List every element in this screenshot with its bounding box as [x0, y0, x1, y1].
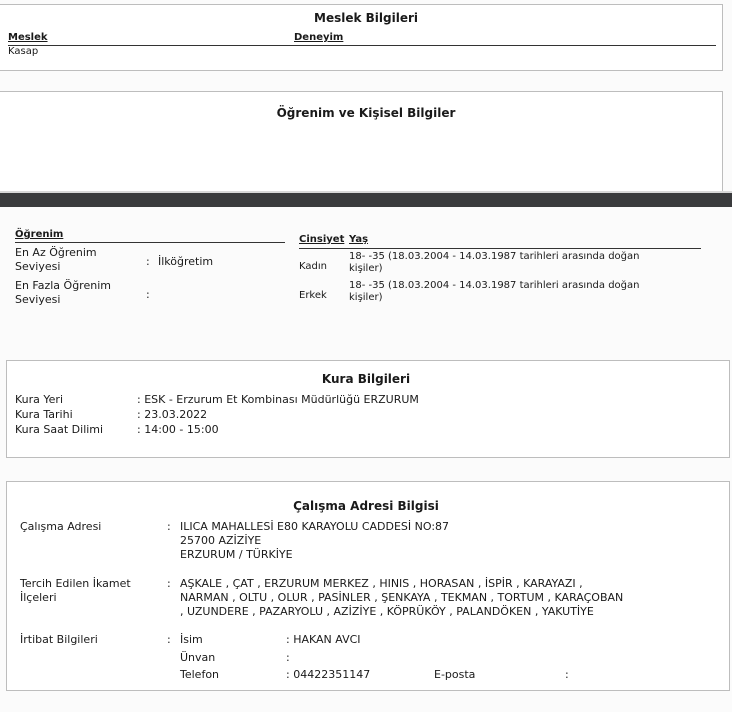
age-range-kadin-line1: 18- -35 (18.03.2004 - 14.03.1987 tarihleri arasında doğan — [349, 251, 640, 262]
gender-kadin: Kadın — [299, 261, 327, 272]
irtibat-label: İrtibat Bilgileri — [20, 633, 98, 646]
en-az-ogrenim-label-line2: Seviyesi — [15, 260, 61, 273]
cinsiyet-header-rule — [299, 248, 701, 249]
kura-yeri-value: : ESK - Erzurum Et Kombinası Müdürlüğü ERZURUM — [137, 393, 419, 406]
telefon-label: Telefon — [180, 668, 220, 681]
cinsiyet-column-header: Cinsiyet — [299, 234, 345, 245]
ogrenim-kisisel-title: Öğrenim ve Kişisel Bilgiler — [276, 106, 456, 120]
adres-line-3: ERZURUM / TÜRKİYE — [180, 548, 293, 561]
yas-column-header: Yaş — [349, 234, 369, 245]
age-range-erkek-line1: 18- -35 (18.03.2004 - 14.03.1987 tarihleri arasında doğan — [349, 280, 640, 291]
calisma-adresi-value — [180, 520, 449, 562]
tercih-ilceler-label-line1: Tercih Edilen İkamet — [20, 577, 131, 590]
unvan-label: Ünvan — [180, 651, 216, 664]
ilceler-line-1: AŞKALE , ÇAT , ERZURUM MERKEZ , HINIS , HORASAN , İSPİR , KARAYAZI , — [180, 577, 583, 590]
kura-tarihi-value: : 23.03.2022 — [137, 408, 208, 421]
tercih-ilceler-label — [20, 577, 131, 605]
en-fazla-ogrenim-label-line2: Seviyesi — [15, 293, 61, 306]
meslek-column-header: Meslek — [8, 32, 48, 43]
calisma-adresi-label: Çalışma Adresi — [20, 520, 102, 533]
tercih-ilceler-sep: : — [167, 577, 171, 590]
gender-erkek: Erkek — [299, 290, 327, 301]
isim-value: : HAKAN AVCI — [286, 633, 361, 646]
meslek-header-rule — [8, 45, 716, 46]
age-range-erkek-line2: kişiler) — [349, 292, 383, 303]
eposta-label: E-posta — [434, 668, 476, 681]
telefon-value: : 04422351147 — [286, 668, 371, 681]
en-az-ogrenim-label-line1: En Az Öğrenim — [15, 246, 97, 259]
kura-tarihi-label: Kura Tarihi — [15, 408, 73, 421]
adres-line-1: ILICA MAHALLESİ E80 KARAYOLU CADDESİ NO:87 — [180, 520, 450, 533]
en-fazla-ogrenim-label-line1: En Fazla Öğrenim — [15, 279, 111, 292]
ogrenim-header-rule — [15, 242, 285, 243]
calisma-adresi-sep: : — [167, 520, 171, 533]
en-az-ogrenim-sep: : — [146, 255, 150, 268]
deneyim-column-header: Deneyim — [294, 32, 344, 43]
en-fazla-ogrenim-label — [15, 279, 111, 307]
tercih-ilceler-value — [180, 577, 623, 619]
ilceler-line-3: , UZUNDERE , PAZARYOLU , AZİZİYE , KÖPRÜKÖY , PALANDÖKEN , YAKUTİYE — [180, 605, 594, 618]
ogrenim-column-header: Öğrenim — [15, 229, 64, 240]
kura-title: Kura Bilgileri — [321, 372, 411, 386]
eposta-value: : — [565, 668, 569, 681]
kura-saat-value: : 14:00 - 15:00 — [137, 423, 219, 436]
page-divider — [0, 193, 732, 207]
en-az-ogrenim-label — [15, 246, 97, 274]
unvan-value: : — [286, 651, 290, 664]
age-range-erkek — [349, 280, 639, 304]
meslek-value: Kasap — [8, 46, 39, 57]
irtibat-sep: : — [167, 633, 171, 646]
en-az-ogrenim-value: İlköğretim — [158, 255, 214, 268]
calisma-title: Çalışma Adresi Bilgisi — [293, 499, 439, 513]
age-range-kadin-line2: kişiler) — [349, 263, 383, 274]
adres-line-2: 25700 AZİZİYE — [180, 534, 262, 547]
kura-saat-label: Kura Saat Dilimi — [15, 423, 104, 436]
meslek-title: Meslek Bilgileri — [314, 11, 418, 25]
kura-yeri-label: Kura Yeri — [15, 393, 64, 406]
age-range-kadin — [349, 251, 639, 275]
isim-label: İsim — [180, 633, 203, 646]
ilceler-line-2: NARMAN , OLTU , OLUR , PASİNLER , ŞENKAYA , TEKMAN , TORTUM , KARAÇOBAN — [180, 591, 624, 604]
tercih-ilceler-label-line2: İlçeleri — [20, 591, 57, 604]
en-fazla-ogrenim-sep: : — [146, 288, 150, 301]
